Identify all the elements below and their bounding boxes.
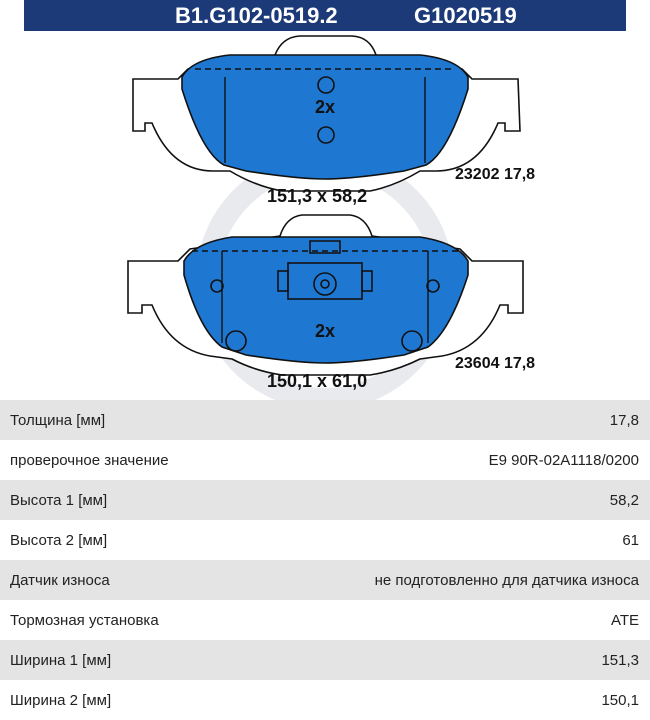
spec-row	[0, 600, 650, 640]
spec-value: не подготовленно для датчика износа	[374, 571, 639, 589]
bottom-pad	[128, 215, 523, 375]
top-pad-dimensions: 151,3 x 58,2	[267, 186, 368, 206]
spec-value: E9 90R-02A1118/0200	[488, 451, 639, 469]
spec-row	[0, 640, 650, 680]
spec-value: 61	[622, 531, 639, 549]
spec-value: 151,3	[601, 651, 639, 669]
part-number: B1.G102-0519.2	[175, 3, 338, 28]
brake-pad-drawing	[0, 31, 650, 400]
bottom-pad-reference: 23604 17,8	[455, 355, 536, 372]
spec-row	[0, 480, 650, 520]
spec-label: Ширина 2 [мм]	[10, 691, 112, 709]
header-bar	[24, 0, 626, 31]
spec-label: Ширина 1 [мм]	[10, 651, 112, 669]
bottom-pad-count: 2x	[315, 321, 336, 341]
alt-part-number: G1020519	[414, 3, 517, 28]
spec-value: ATE	[610, 611, 639, 629]
bottom-pad-dimensions: 150,1 x 61,0	[267, 371, 368, 391]
spec-value: 17,8	[609, 411, 639, 429]
spec-label: Толщина [мм]	[10, 411, 106, 429]
spec-label: Тормозная установка	[10, 611, 159, 629]
spec-row	[0, 520, 650, 560]
spec-row	[0, 440, 650, 480]
spec-row	[0, 400, 650, 440]
spec-row	[0, 560, 650, 600]
brake-pad-svg	[0, 31, 650, 400]
top-pad-reference: 23202 17,8	[455, 166, 536, 183]
spec-label: Высота 2 [мм]	[10, 531, 108, 549]
spec-value: 58,2	[609, 491, 639, 509]
spec-label: проверочное значение	[10, 451, 169, 469]
specs-table	[0, 400, 650, 720]
spec-value: 150,1	[601, 691, 639, 709]
spec-label: Высота 1 [мм]	[10, 491, 108, 509]
top-pad-count: 2x	[315, 97, 336, 117]
spec-label: Датчик износа	[10, 571, 110, 589]
spec-row	[0, 680, 650, 720]
